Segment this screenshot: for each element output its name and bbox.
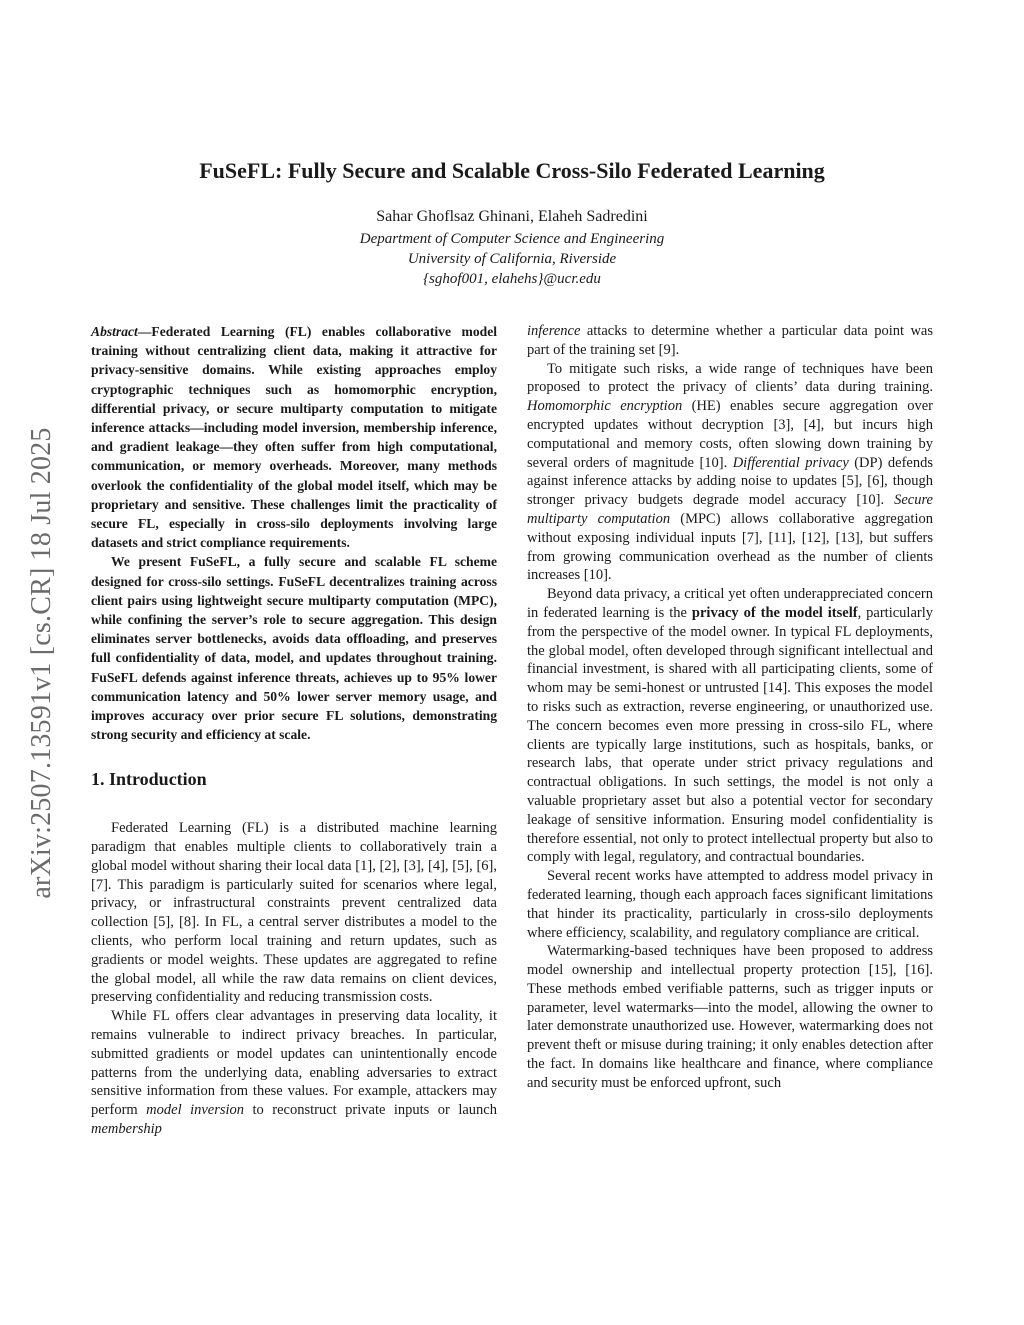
term-model-inversion: model inversion — [146, 1102, 245, 1119]
intro-p3-text-d: (MPC) allows collaborative aggregation without exposing individual inputs [7], [11], [12], [13], but suffers from growing communication overhead as the number of clients increases [10]. — [527, 510, 933, 584]
abstract-label: Abstract — [91, 324, 138, 339]
author-university: University of California, Riverside — [407, 251, 617, 267]
intro-paragraph-5: Several recent works have attempted to address model privacy in federated learning, though each approach faces significant limitations that hinder its practicality, particularly in cross-silo deployments where efficiency, scalability, and regulatory compliance are critical. — [527, 868, 933, 941]
intro-paragraph-4 — [527, 585, 933, 867]
intro-p3-text-b: (HE) enables secure aggregation over encrypted updates without decryption [3], [4], but incurs high computational and memory costs, often slowing down training by several orders of magnitude [10]. — [527, 398, 934, 471]
intro-p2-text-b: to reconstruct private inputs or launch — [244, 1102, 497, 1119]
section-title: Introduction — [109, 769, 207, 790]
intro-paragraph-1: Federated Learning (FL) is a distributed machine learning paradigm that enables multiple clients to collaboratively train a global model without sharing their local data [1], [2], [3], [4], [5], [6], [7]. This paradigm is particularly suited for scenarios where legal, privacy, or infrastructural constraints prevent centralized data collection [5], [8]. In FL, a central server distributes a model to the clients, who perform local training and return updates, such as gradients or model weights. These updates are aggregated to refine the global model, all while the raw data remains on client devices, preserving confidentiality and reducing transmission costs. — [91, 820, 497, 1006]
term-inference: inference — [527, 323, 581, 339]
author-email: {sghof001, elahehs}@ucr.edu — [423, 271, 601, 287]
term-secure-mpc: Secure multiparty computation — [527, 492, 933, 527]
term-differential-privacy: Differential privacy — [732, 454, 849, 471]
intro-p3-text-c: (DP) defends against inference attacks by adding noise to updates [5], [6], though stronger privacy budgets degrade model accuracy [10]. — [527, 454, 933, 509]
term-model-privacy: privacy of the model itself — [691, 604, 858, 621]
abstract-paragraph-1 — [91, 322, 497, 552]
arxiv-identifier: arXiv:2507.13591v1 [cs.CR] 18 Jul 2025 — [26, 427, 57, 899]
intro-paragraph-3 — [527, 360, 933, 586]
section-number: 1. — [91, 769, 105, 790]
intro-paragraph-2-continued — [527, 322, 933, 360]
intro-p4-text-b: , particularly from the perspective of the model owner. In typical FL deployments, the global model, often developed through significant intellectual and financial investment, is shared with all participating clients, some of whom may be semi-honest or untrusted [14]. This exposes the model to risks such as extraction, reverse engineering, or unauthorized use. The concern becomes even more pressing in cross-silo FL, where clients are typically large institutions, such as hospitals, banks, or research labs, that operate under strict privacy regulations and contractual obligations. In such settings, the model is not only a valuable proprietary asset but also a potential vector for secondary leakage of sensitive information. Ensuring model confidentiality is therefore essential, not only to protect intellectual property but also to comply with legal, regulatory, and contractual boundaries. — [527, 604, 933, 866]
author-department: Department of Computer Science and Engineering — [359, 231, 665, 247]
section-heading-introduction — [91, 770, 497, 789]
term-homomorphic-encryption: Homomorphic encryption — [527, 398, 683, 415]
paper-authors: Sahar Ghoflsaz Ghinani, Elaheh Sadredini — [376, 208, 648, 225]
intro-p2-cont-text: attacks to determine whether a particular data point was part of the training set [9]. — [527, 323, 933, 358]
term-membership: membership — [91, 1121, 162, 1138]
abstract — [91, 322, 497, 744]
abstract-paragraph-2: We present FuSeFL, a fully secure and scalable FL scheme designed for cross-silo settings. FuSeFL decentralizes training across client pairs using lightweight secure multiparty computation (MPC), while confining the server’s role to secure aggregation. This design eliminates server bottlenecks, avoids data offloading, and preserves full confidentiality of data, model, and updates throughout training. FuSeFL defends against inference threats, achieves up to 95% lower communication latency and 50% lower server memory usage, and improves accuracy over prior secure FL solutions, demonstrating strong security and efficiency at scale. — [91, 554, 497, 743]
right-column — [527, 322, 933, 1093]
abstract-text-1: —Federated Learning (FL) enables collaborative model training without centralizing client data, making it attractive for privacy-sensitive domains. While existing approaches employ cryptographic techniques such as homomorphic encryption, differential privacy, or secure multiparty computation to mitigate inference attacks—including model inversion, membership inference, and gradient leakage—they often suffer from high computational, communication, or memory overheads. Moreover, many methods overlook the confidentiality of the global model itself, which may be proprietary and sensitive. These challenges limit the practicality of secure FL, especially in cross-silo deployments involving large datasets and strict compliance requirements. — [91, 324, 497, 551]
paper-title: FuSeFL: Fully Secure and Scalable Cross-Silo Federated Learning — [199, 158, 825, 183]
arxiv-sidebar — [20, 378, 64, 948]
left-column — [91, 322, 497, 1139]
intro-p3-text-a: To mitigate such risks, a wide range of techniques have been proposed to protect the privacy of clients’ data during training. — [527, 360, 933, 396]
intro-p2-text-a: While FL offers clear advantages in preserving data locality, it remains vulnerable to indirect privacy breaches. In particular, submitted gradients or model updates can unintentionally encode patterns from the underlying data, enabling adversaries to extract sensitive information from these values. For example, attackers may perform — [91, 1008, 497, 1119]
intro-paragraph-2 — [91, 1007, 497, 1139]
intro-p4-text-a: Beyond data privacy, a critical yet often underappreciated concern in federated learning is the — [527, 586, 933, 621]
intro-paragraph-6: Watermarking-based techniques have been proposed to address model ownership and intellectual property protection [15], [16]. These methods embed verifiable patterns, such as trigger inputs or parameter, level watermarks—into the model, allowing the owner to later demonstrate unauthorized use. However, watermarking does not prevent theft or misuse during training; it only enables detection after the fact. In domains like healthcare and finance, where compliance and security must be enforced upfront, such — [527, 943, 933, 1091]
